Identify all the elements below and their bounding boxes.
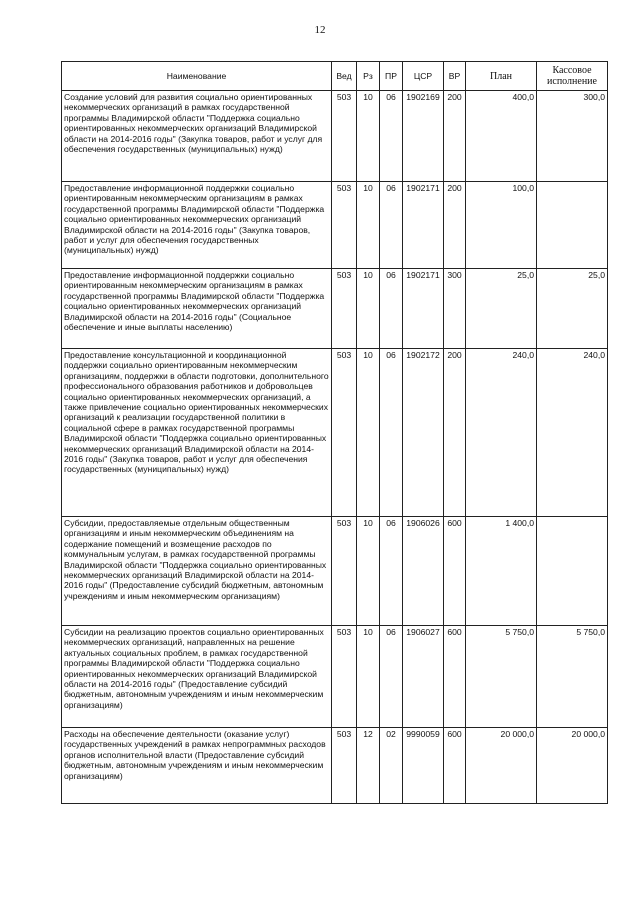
row-vr: 600 [444, 626, 466, 728]
row-csr: 1902169 [403, 91, 444, 182]
row-ved: 503 [332, 626, 357, 728]
table-row [62, 269, 608, 349]
row-vr: 200 [444, 182, 466, 269]
row-kasovoe: 20 000,0 [537, 728, 608, 804]
row-plan: 240,0 [466, 349, 537, 517]
row-name: Предоставление информационной поддержки социально ориентированным некоммерческим организациям в рамках государственной программы Владимирской области "Поддержка социально ориентированных некоммерческих организаций Владимирской области на 2014-2016 годы" (Социальное обеспечение и иные выплаты населению) [62, 269, 332, 349]
table-row [62, 626, 608, 728]
row-kasovoe [537, 182, 608, 269]
row-csr: 1906027 [403, 626, 444, 728]
table-row [62, 182, 608, 269]
row-rz: 10 [357, 269, 380, 349]
row-csr: 9990059 [403, 728, 444, 804]
row-rz: 10 [357, 91, 380, 182]
row-name: Предоставление информационной поддержки социально ориентированным некоммерческим организациям в рамках государственной программы Владимирской области "Поддержка социально ориентированных некоммерческих организаций Владимирской области на 2014-2016 годы" (Закупка товаров, работ и услуг для обеспечения государственных (муниципальных) нужд) [62, 182, 332, 269]
row-pr: 06 [380, 91, 403, 182]
row-ved: 503 [332, 728, 357, 804]
row-csr: 1906026 [403, 517, 444, 626]
header-rz: Рз [357, 62, 380, 91]
row-plan: 20 000,0 [466, 728, 537, 804]
row-vr: 200 [444, 91, 466, 182]
row-ved: 503 [332, 517, 357, 626]
table-header-row [62, 62, 608, 91]
row-pr: 02 [380, 728, 403, 804]
row-kasovoe: 240,0 [537, 349, 608, 517]
row-vr: 200 [444, 349, 466, 517]
header-kasovoe: Кассовое исполнение [537, 62, 608, 91]
row-csr: 1902171 [403, 269, 444, 349]
row-plan: 100,0 [466, 182, 537, 269]
row-ved: 503 [332, 91, 357, 182]
table-row [62, 517, 608, 626]
table-row [62, 349, 608, 517]
row-csr: 1902171 [403, 182, 444, 269]
row-pr: 06 [380, 626, 403, 728]
row-vr: 600 [444, 517, 466, 626]
header-plan: План [466, 62, 537, 91]
row-name: Предоставление консультационной и координационной поддержки социально ориентированным некоммерческим организациям, поддержки в области подготовки, дополнительного профессионального образования работников и добровольцев социально ориентированных некоммерческих организаций, а также привлечение социально ориентированных некоммерческих организаций к реализации государственной политики в социальной сфере в рамках государственной программы Владимирской области "Поддержка социально ориентированных некоммерческих организаций Владимирской области на 2014-2016 годы" (Закупка товаров, работ и услуг для обеспечения государственных (муниципальных) нужд) [62, 349, 332, 517]
row-kasovoe: 300,0 [537, 91, 608, 182]
row-plan: 1 400,0 [466, 517, 537, 626]
row-kasovoe: 25,0 [537, 269, 608, 349]
row-name: Субсидии, предоставляемые отдельным общественным организациям и иным некоммерческим объединениям на содержание помещений и возмещение расходов по коммунальным услугам, в рамках государственной программы Владимирской области "Поддержка социально ориентированных некоммерческих организаций Владимирской области на 2014-2016 годы" (Предоставление субсидий бюджетным, автономным учреждениям и иным некоммерческим организациям) [62, 517, 332, 626]
row-rz: 10 [357, 517, 380, 626]
budget-table [61, 61, 608, 804]
row-rz: 10 [357, 626, 380, 728]
row-ved: 503 [332, 349, 357, 517]
table-row [62, 728, 608, 804]
row-vr: 300 [444, 269, 466, 349]
row-kasovoe [537, 517, 608, 626]
row-ved: 503 [332, 182, 357, 269]
header-ved: Вед [332, 62, 357, 91]
row-plan: 400,0 [466, 91, 537, 182]
row-rz: 10 [357, 182, 380, 269]
row-name: Субсидии на реализацию проектов социально ориентированных некоммерческих организаций, направленных на решение актуальных социальных проблем, в рамках государственной программы Владимирской области "Поддержка социально ориентированных некоммерческих организаций Владимирской области на 2014-2016 годы" (Предоставление субсидий бюджетным, автономным учреждениям и иным некоммерческим организациям) [62, 626, 332, 728]
row-pr: 06 [380, 517, 403, 626]
header-pr: ПР [380, 62, 403, 91]
row-kasovoe: 5 750,0 [537, 626, 608, 728]
row-rz: 12 [357, 728, 380, 804]
row-pr: 06 [380, 349, 403, 517]
row-pr: 06 [380, 182, 403, 269]
header-name: Наименование [62, 62, 332, 91]
row-name: Расходы на обеспечение деятельности (оказание услуг) государственных учреждений в рамках непрограммных расходов органов исполнительной власти (Предоставление субсидий бюджетным, автономным учреждениям и иным некоммерческим организациям) [62, 728, 332, 804]
row-vr: 600 [444, 728, 466, 804]
table-row [62, 91, 608, 182]
page-number: 12 [314, 24, 326, 36]
row-pr: 06 [380, 269, 403, 349]
header-vr: ВР [444, 62, 466, 91]
row-rz: 10 [357, 349, 380, 517]
row-plan: 25,0 [466, 269, 537, 349]
row-ved: 503 [332, 269, 357, 349]
row-csr: 1902172 [403, 349, 444, 517]
row-name: Создание условий для развития социально ориентированных некоммерческих организаций в рамках государственной программы Владимирской области "Поддержка социально ориентированных некоммерческих организаций Владимирской области на 2014-2016 годы" (Закупка товаров, работ и услуг для обеспечения государственных (муниципальных) нужд) [62, 91, 332, 182]
header-csr: ЦСР [403, 62, 444, 91]
row-plan: 5 750,0 [466, 626, 537, 728]
